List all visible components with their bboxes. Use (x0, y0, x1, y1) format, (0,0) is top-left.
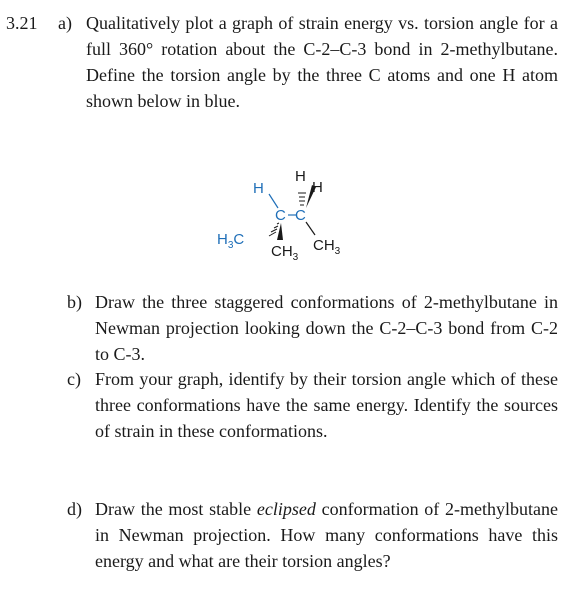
part-b (67, 289, 558, 367)
part-d-text-emphasis: eclipsed (256, 499, 316, 519)
atom-h-left: H (253, 180, 264, 197)
part-a-label: a) (58, 13, 72, 33)
atom-c3: C (295, 207, 306, 224)
part-d-text (95, 496, 558, 574)
atom-c2: C (275, 207, 286, 224)
atom-ch3-right: $CH_3$ (313, 237, 341, 257)
part-c-label: c) (67, 369, 81, 389)
atom-h3c: $H_3C$ (217, 231, 245, 251)
structure-2-methylbutane (215, 160, 365, 272)
part-b-label: b) (67, 292, 82, 312)
part-d-text-before: Draw the most stable (95, 499, 257, 519)
structure-drawing (215, 160, 365, 272)
atom-h-top-2: H (312, 179, 323, 196)
part-d-label: d) (67, 499, 82, 519)
part-a (58, 10, 558, 114)
part-d-text-after: conformation of 2-methylbutane in Newman projection. How many conformations have this energy and what are their torsion angles? (95, 499, 558, 571)
hashed-bond-c2-h3c (269, 223, 279, 236)
bond-c3-ch3 (306, 222, 315, 235)
part-d (67, 496, 558, 574)
part-a-text: Qualitatively plot a graph of strain energy vs. torsion angle for a full 360° rotation about the C-2–C-3 bond in 2-methylbutane. Define the torsion angle by the three C atoms and one H atom shown below in blue. (86, 13, 558, 111)
part-b-text: Draw the three staggered conformations of 2-methylbutane in Newman projection looking down the C-2–C-3 bond from C-2 to C-3. (95, 292, 558, 364)
problem-number: 3.21 (6, 13, 38, 33)
part-c (67, 366, 558, 444)
wedge-bond-c2-ch3 (277, 223, 283, 240)
hashed-bond-c3-h (298, 193, 306, 205)
bond-h-c2 (269, 194, 278, 208)
part-c-text: From your graph, identify by their torsion angle which of these three conformations have the same energy. Identify the sources of strain in these conformations. (95, 369, 558, 441)
atom-ch3-left: $CH_3$ (271, 243, 299, 263)
atom-h-top-1: H (295, 168, 306, 185)
